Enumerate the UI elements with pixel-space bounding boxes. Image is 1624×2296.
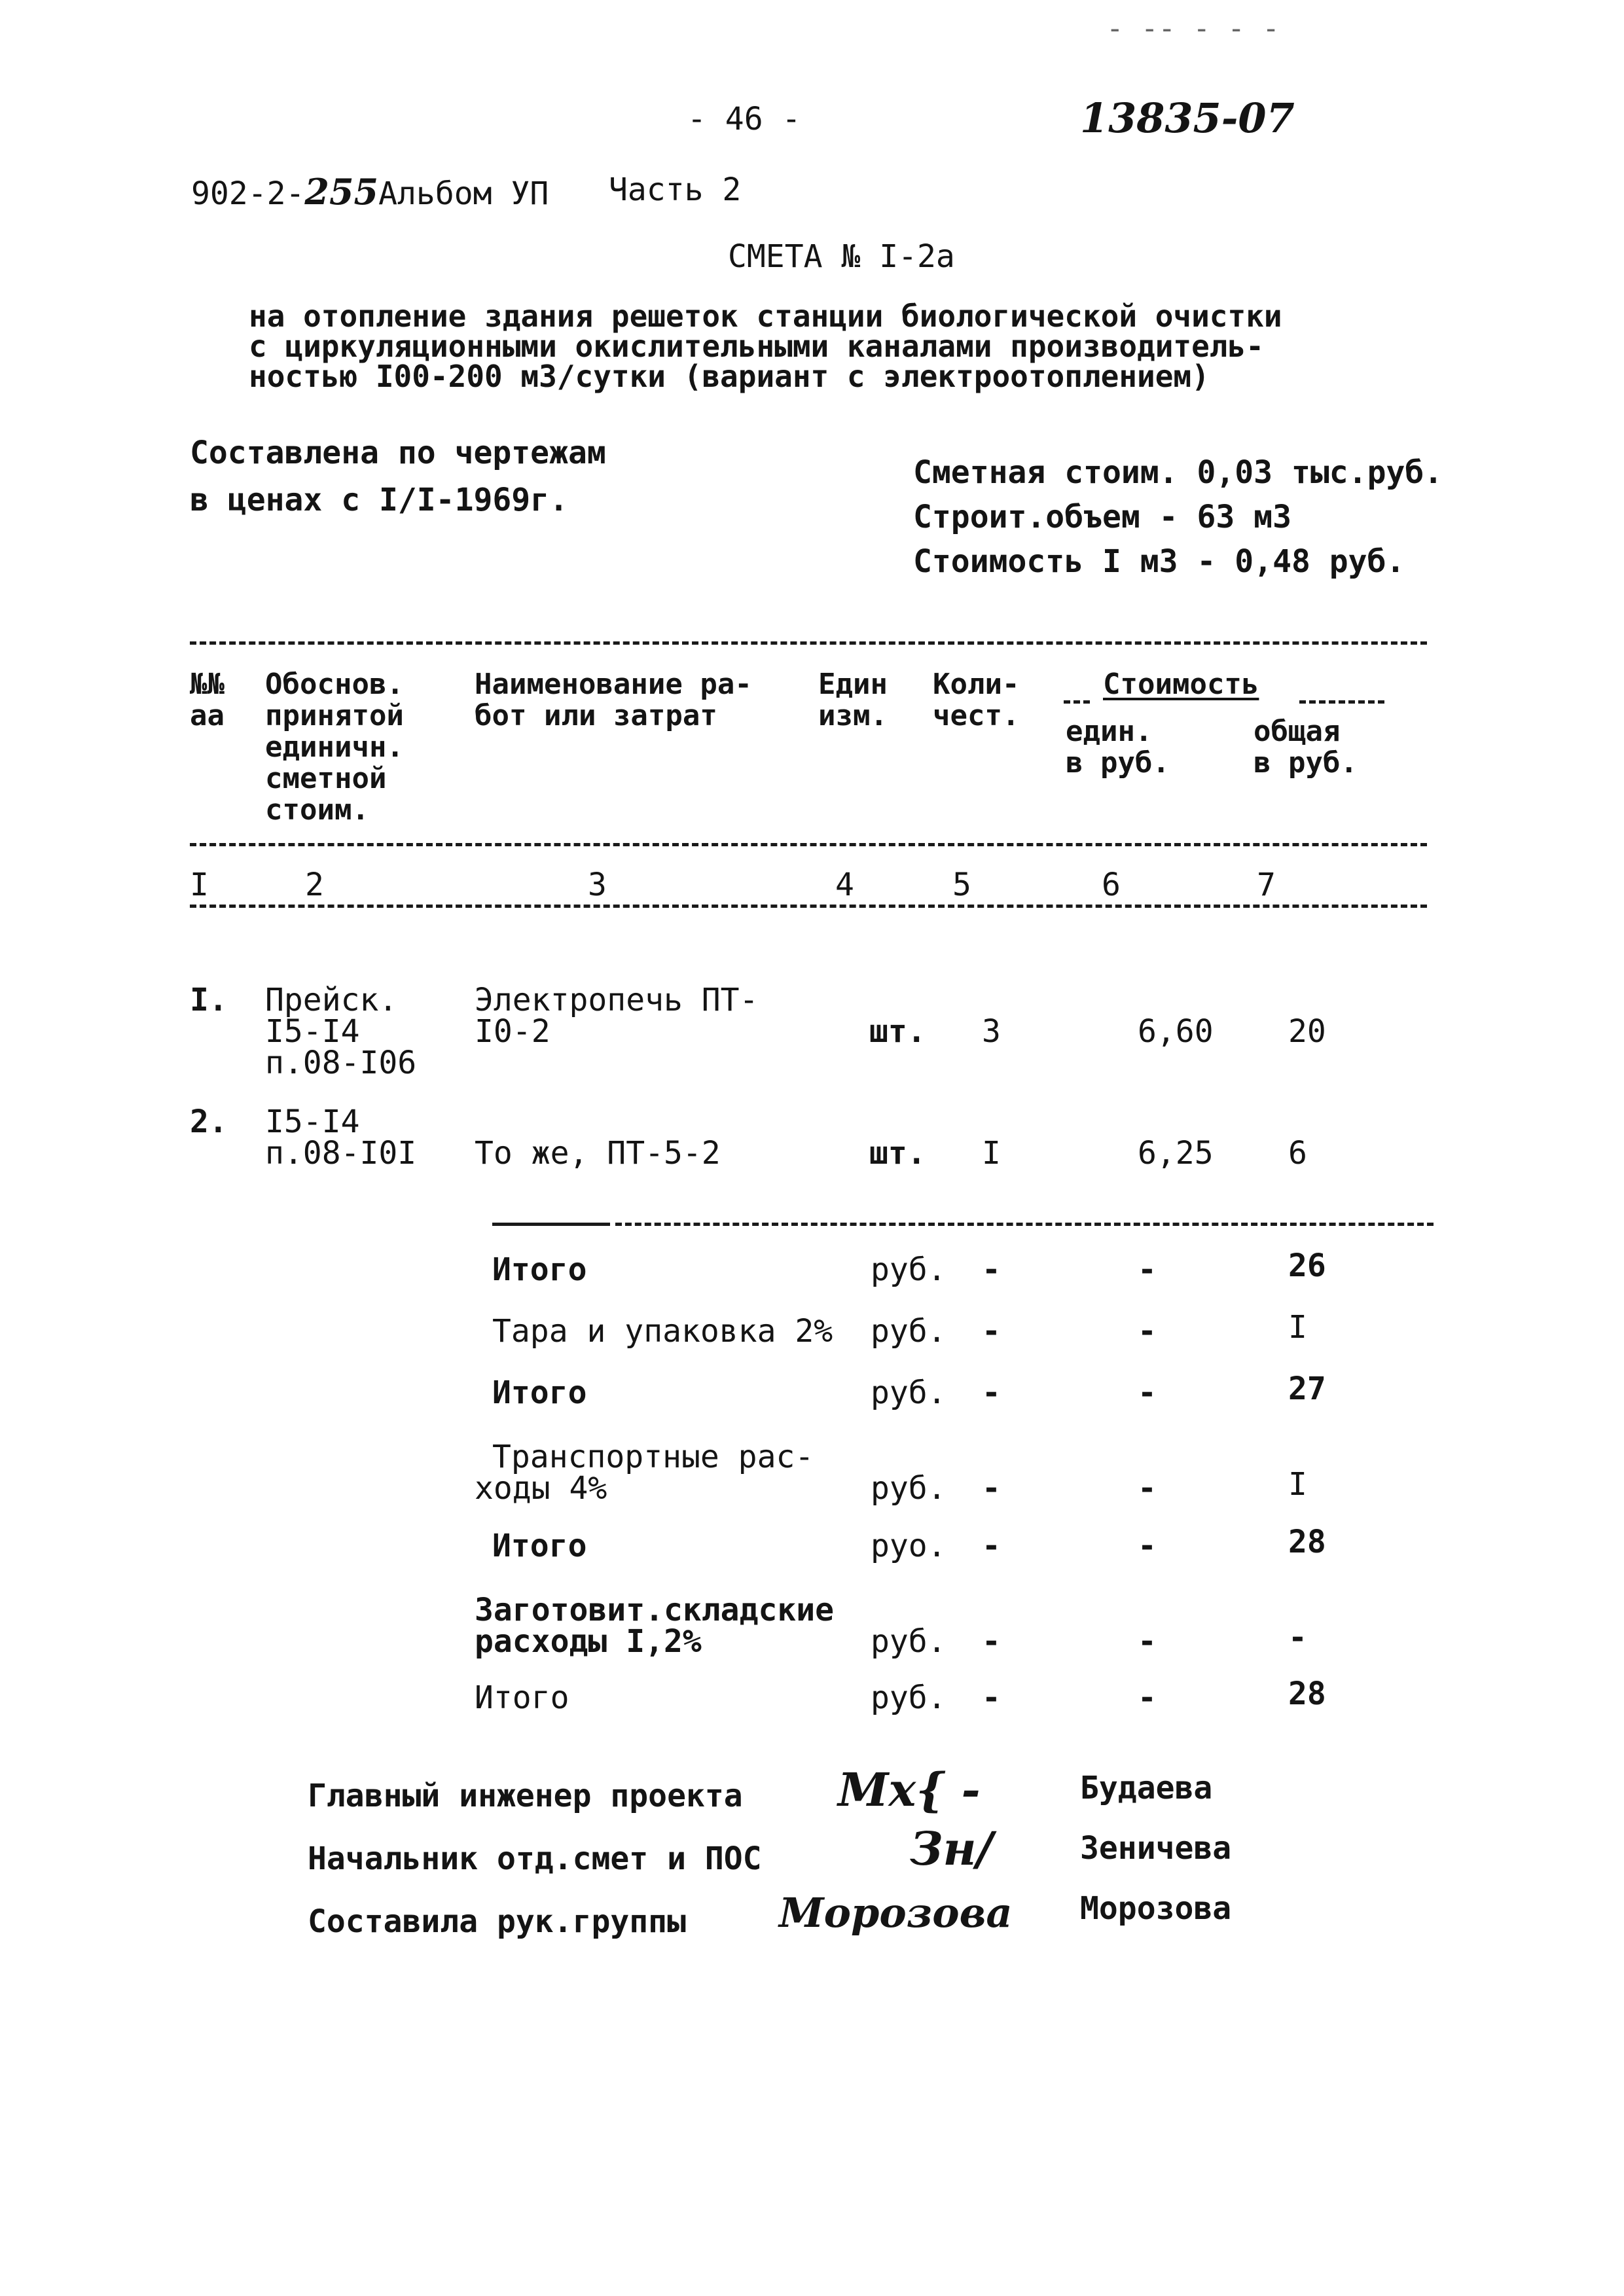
table-top-rule [190,641,1427,645]
total-qty: - [982,1623,1001,1660]
row-name: I0-2 [475,1013,550,1050]
row-number: 2. [190,1103,228,1140]
total-qty: - [982,1251,1001,1288]
row-unit: шт. [869,1013,926,1050]
total-label: Транспортные рас- [492,1439,814,1475]
colnum: 2 [305,867,324,903]
total-unit: руб. [871,1623,947,1660]
header-col2: сметной [265,762,387,795]
total-unit: руб. [871,1251,947,1288]
album-label: Альбом УП [378,175,549,212]
colnum: 5 [952,867,971,903]
building-volume: Строит.объем - 63 м3 [913,499,1291,535]
total-qty: - [982,1470,1001,1507]
header-col4: Един [818,668,888,701]
row-qty: I [982,1135,1001,1172]
row-qty: 3 [982,1013,1001,1050]
total-unit: руб. [871,1313,947,1350]
total-label: ходы 4% [475,1470,607,1507]
row-basis: Прейск. [265,982,398,1018]
header-col5: Коли- [933,668,1020,701]
signature-role: Составила рук.группы [308,1903,686,1940]
total-qty: - [982,1374,1001,1411]
total-unit-price: - [1138,1679,1157,1716]
doc-number: 13835-07 [1080,94,1295,142]
header-col1: №№ [190,668,225,701]
total-value: 26 [1288,1247,1326,1284]
total-unit-price: - [1138,1528,1157,1564]
row-number: I. [190,982,228,1018]
series-handwritten: 255 [304,171,379,213]
header-bottom-rule [190,843,1427,846]
totals-rule-dashed [615,1223,1434,1226]
row-unit-price: 6,60 [1138,1013,1214,1050]
total-qty: - [982,1313,1001,1350]
header-cost-group: Стоимость [1103,668,1259,701]
total-label: Заготовит.складские [475,1592,835,1628]
header-col5: чест. [933,699,1020,732]
signature-handwritten: Зн/ [910,1821,994,1876]
document-title: СМЕТА № I-2а [728,238,955,275]
total-unit-price: - [1138,1374,1157,1411]
header-col3: Наименование ра- [475,668,752,701]
total-label: Итого [492,1528,587,1564]
signature-name: Будаева [1080,1770,1213,1806]
header-col7: в руб. [1254,746,1358,780]
subtitle-line: на отопление здания решеток станции биологической очистки [249,298,1282,334]
header-col3: бот или затрат [475,699,717,732]
header-col2: Обоснов. [265,668,404,701]
row-name: Электропечь ПТ- [475,982,759,1018]
header-col6: един. [1066,715,1153,748]
top-marks: - -- - - - [1106,12,1280,45]
total-unit-price: - [1138,1313,1157,1350]
total-value: 28 [1288,1524,1326,1560]
total-unit: руб. [871,1679,947,1716]
total-unit: руб. [871,1470,947,1507]
row-basis: п.08-I06 [265,1045,417,1081]
row-unit: шт. [869,1135,926,1172]
signature-name: Морозова [1080,1890,1232,1927]
total-qty: - [982,1528,1001,1564]
header-col1: аа [190,699,225,732]
series-prefix: 902-2- [191,175,305,212]
total-value: 28 [1288,1676,1326,1712]
price-basis: в ценах с I/I-1969г. [190,482,568,518]
header-col6: в руб. [1066,746,1170,780]
part-label: Часть 2 [609,171,742,208]
colnum-rule [190,905,1427,908]
total-unit-price: - [1138,1251,1157,1288]
total-value: I [1288,1309,1307,1346]
total-label: Тара и упаковка 2% [492,1313,833,1350]
header-col4: изм. [818,699,888,732]
subtitle-line: ностью I00-200 м3/сутки (вариант с электроотоплением) [249,359,1210,394]
header-col2: принятой [265,699,404,732]
total-label: Итого [492,1374,587,1411]
total-value: 27 [1288,1371,1326,1407]
header-col2: единичн. [265,730,404,764]
total-label: расходы I,2% [475,1623,702,1660]
row-basis: I5-I4 [265,1103,360,1140]
total-label: Итого [475,1679,569,1716]
signature-role: Начальник отд.смет и ПОС [308,1840,762,1877]
total-label: Итого [492,1251,587,1288]
row-name: То же, ПТ-5-2 [475,1135,721,1172]
signature-role: Главный инженер проекта [308,1778,743,1814]
page-number: - 46 - [687,101,801,137]
row-unit-price: 6,25 [1138,1135,1214,1172]
row-basis: п.08-I0I [265,1135,417,1172]
subtitle-line: с циркуляционными окислительными каналами производитель- [249,329,1264,364]
colnum: 7 [1257,867,1276,903]
header-col7: общая [1254,715,1341,748]
header-col2: стоим. [265,793,369,827]
total-unit-price: - [1138,1470,1157,1507]
row-total: 6 [1288,1135,1307,1172]
series-number [191,171,549,213]
total-unit-price: - [1138,1623,1157,1660]
total-unit: руо. [871,1528,947,1564]
estimated-cost: Сметная стоим. 0,03 тыс.руб. [913,454,1443,491]
total-unit: руб. [871,1374,947,1411]
colnum: 6 [1102,867,1121,903]
colnum: I [190,867,209,903]
total-value: - [1288,1619,1307,1656]
total-value: I [1288,1466,1307,1503]
totals-rule-solid [492,1223,610,1226]
cost-per-m3: Стоимость I м3 - 0,48 руб. [913,543,1405,580]
cost-group-rule-right [1299,700,1384,704]
colnum: 4 [835,867,854,903]
colnum: 3 [588,867,607,903]
signature-handwritten: Морозова [779,1889,1013,1937]
total-qty: - [982,1679,1001,1716]
signature-handwritten: Мх{ - [838,1763,981,1817]
cost-group-rule-left [1064,700,1090,704]
row-basis: I5-I4 [265,1013,360,1050]
compiled-from: Составлена по чертежам [190,435,606,471]
row-total: 20 [1288,1013,1326,1050]
signature-name: Зеничева [1080,1830,1232,1867]
